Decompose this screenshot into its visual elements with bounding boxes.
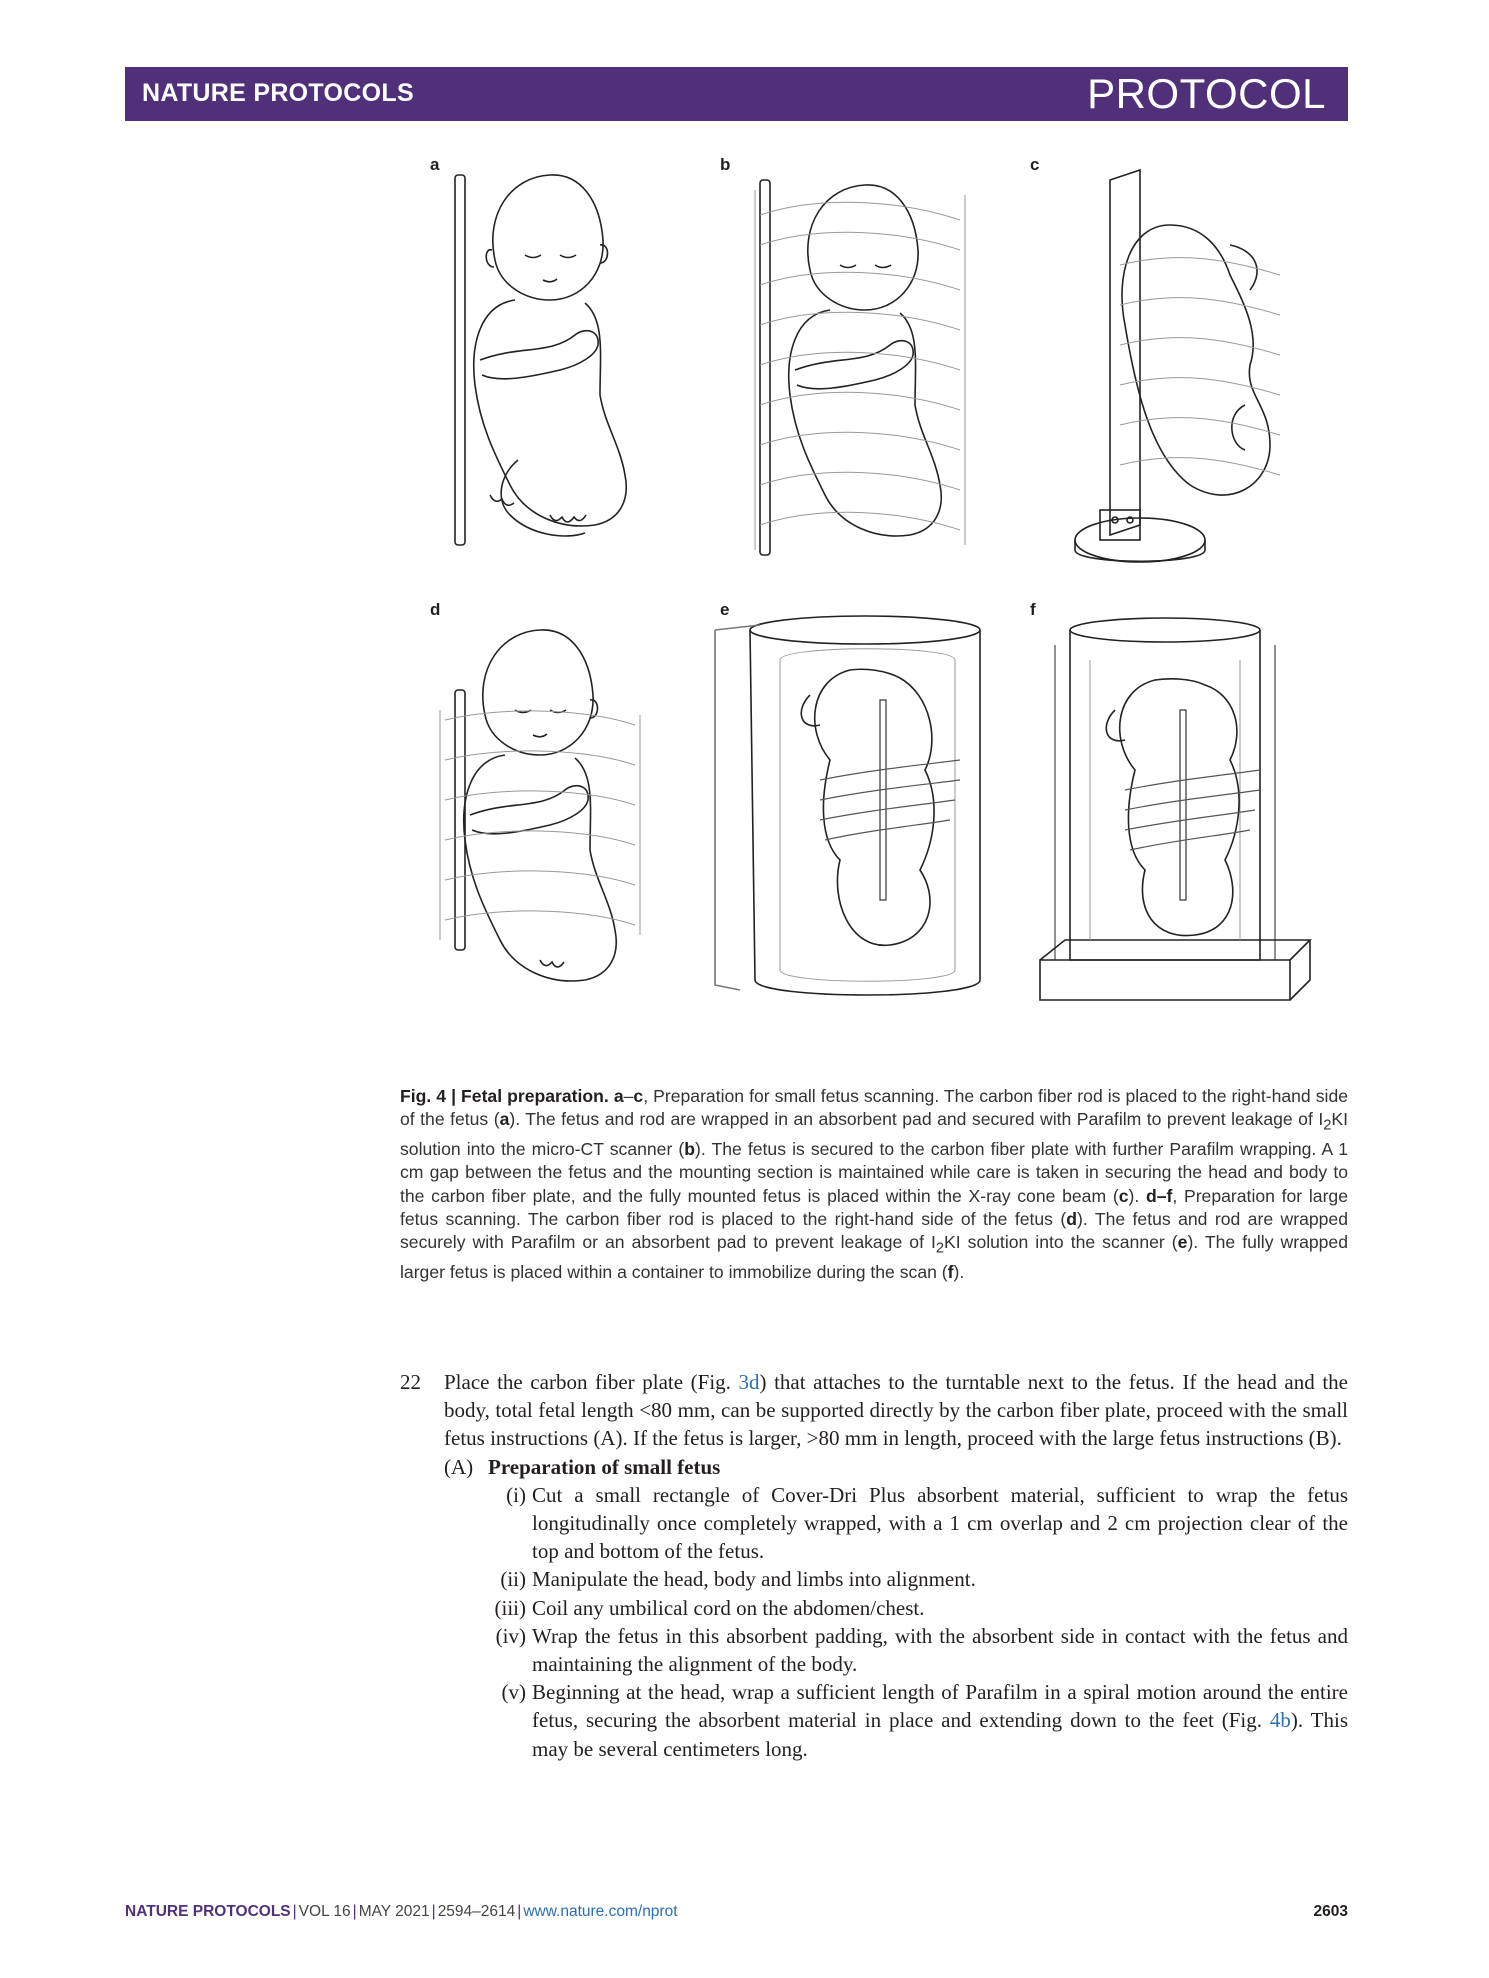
caption-ref: e: [1177, 1232, 1188, 1253]
item-number: (v): [501, 1680, 526, 1705]
panel-label-f: f: [1030, 600, 1036, 619]
caption-text: ).: [953, 1262, 965, 1283]
figure-4: [400, 155, 1345, 1060]
figure-panel-b: [700, 155, 1030, 575]
caption-ref: f: [1166, 1185, 1173, 1206]
page-footer: [125, 1903, 1348, 1921]
wrapped-fetus-drawing: [700, 155, 1030, 575]
caption-text: ). The fetus and rod are wrapped in an absorbent pad and secured with Parafilm to prevent leakage of I: [509, 1109, 1324, 1130]
caption-ref: c: [633, 1086, 644, 1106]
figure-panel-d: [400, 600, 700, 1020]
footer-journal: NATURE PROTOCOLS: [125, 1903, 291, 1920]
footer-date: MAY 2021: [358, 1903, 430, 1920]
item-number: (iv): [495, 1623, 526, 1648]
caption-subscript: 2: [935, 1240, 945, 1257]
panel-label-d: d: [430, 600, 441, 619]
item-text: Beginning at the head, wrap a sufficient length of Parafilm in a spiral motion around the entire fetus, securing the absorbent material in place and extending down to the feet (Fig.: [532, 1680, 1348, 1733]
journal-name: NATURE PROTOCOLS: [142, 79, 414, 107]
figure-panel-e: [700, 600, 1030, 1020]
footer-separator: |: [517, 1903, 522, 1920]
footer-separator: |: [292, 1903, 297, 1920]
fetus-on-carbon-plate-drawing: [1030, 155, 1345, 575]
caption-text: , Preparation for small fetus scanning. The carbon fiber rod is placed to the right-hand side of the fetus (: [400, 1086, 1349, 1130]
large-fetus-wrapped-drawing: [400, 600, 700, 1020]
footer-url-link[interactable]: www.nature.com/nprot: [523, 1903, 678, 1920]
item-text: Manipulate the head, body and limbs into alignment.: [532, 1567, 976, 1592]
caption-ref: a: [613, 1086, 624, 1106]
footer-volume: VOL 16: [298, 1903, 351, 1920]
item-number: (ii): [500, 1567, 526, 1592]
protocol-step-22: [400, 1368, 1348, 1453]
journal-header-bar: [125, 67, 1348, 121]
item-number: (i): [506, 1482, 526, 1507]
figure-panel-f: [1030, 600, 1345, 1030]
caption-subscript: 2: [1323, 1117, 1332, 1134]
step-text: Place the carbon fiber plate (Fig.: [444, 1370, 739, 1394]
caption-label: Fig. 4 | Fetal preparation.: [400, 1086, 609, 1106]
caption-ref: a: [499, 1109, 510, 1130]
list-item: [488, 1594, 1348, 1622]
panel-label-a: a: [430, 155, 440, 174]
caption-text: ). The fully wrapped larger fetus is placed within a container to immobilize during the scan (: [400, 1232, 1349, 1283]
footer-pages: 2594–2614: [437, 1903, 516, 1920]
item-text: Wrap the fetus in this absorbent padding, with the absorbent side in contact with the fetus and maintaining the alignment of the body.: [532, 1623, 1348, 1677]
caption-ref: f: [947, 1262, 954, 1283]
step-number: 22: [400, 1370, 421, 1394]
list-item: [488, 1481, 1348, 1566]
caption-text: ).: [1128, 1185, 1146, 1206]
figure-link-3d[interactable]: 3d: [738, 1370, 760, 1394]
caption-ref: c: [1118, 1185, 1129, 1206]
list-item: [488, 1622, 1348, 1678]
container-on-stand-drawing: [1030, 600, 1345, 1030]
substep-label: (A): [444, 1454, 474, 1479]
panel-label-e: e: [720, 600, 730, 619]
caption-text: –: [623, 1086, 634, 1106]
figure-panel-c: [1030, 155, 1345, 575]
item-number: (iii): [494, 1595, 526, 1620]
figure-link-4b[interactable]: 4b: [1269, 1708, 1291, 1733]
figure-caption: [400, 1085, 1348, 1284]
fetus-in-container-drawing: [700, 600, 1030, 1020]
panel-label-c: c: [1030, 155, 1040, 174]
panel-label-b: b: [720, 155, 731, 174]
item-text: Coil any umbilical cord on the abdomen/chest.: [532, 1595, 925, 1620]
list-item: [488, 1565, 1348, 1593]
step-text: ) that attaches to the turntable next to the fetus. If the head and the body, total fetal length <80 mm, can be supported directly by the carbon fiber plate, proceed with the small fetus instructions (A). If the fetus is larger, >80 mm in length, proceed with the large fetus instructions (B).: [444, 1370, 1348, 1451]
list-item: [488, 1678, 1348, 1763]
footer-separator: |: [431, 1903, 436, 1920]
caption-text: ). The fetus and rod are wrapped securely with Parafilm or an absorbent pad to prevent leakage of I: [400, 1209, 1348, 1253]
substep-title: Preparation of small fetus: [488, 1454, 721, 1479]
caption-ref: d: [1066, 1209, 1077, 1229]
page-number: 2603: [1313, 1903, 1348, 1920]
caption-text: KI solution into the micro-CT scanner (: [400, 1109, 1349, 1160]
item-text: Cut a small rectangle of Cover-Dri Plus absorbent material, sufficient to wrap the fetus longitudinally once completely wrapped, with a 1 cm overlap and 2 cm projection clear of the top and bottom of the fetus.: [532, 1482, 1348, 1564]
caption-text: ). The fetus is secured to the carbon fiber plate with further Parafilm wrapping. A 1 cm gap between the fetus and the mounting section is maintained while care is taken in securing the head and body to the carbon fiber plate, and the fully mounted fetus is placed within the X-ray cone beam (: [400, 1139, 1348, 1206]
section-tag: PROTOCOL: [1087, 70, 1326, 117]
footer-separator: |: [352, 1903, 357, 1920]
caption-ref: –: [1156, 1185, 1167, 1206]
caption-text: , Preparation for large fetus scanning. The carbon fiber rod is placed to the right-hand side of the fetus (: [400, 1185, 1348, 1229]
protocol-body: [400, 1368, 1348, 1763]
substep-A: [444, 1453, 1348, 1481]
item-text: ). This may be several centimeters long.: [532, 1708, 1348, 1761]
figure-panel-a: [400, 155, 700, 575]
caption-ref: b: [684, 1139, 695, 1160]
caption-text: KI solution into the scanner (: [944, 1232, 1178, 1253]
caption-ref: d: [1145, 1185, 1157, 1206]
fetus-with-rod-drawing: [400, 155, 700, 575]
